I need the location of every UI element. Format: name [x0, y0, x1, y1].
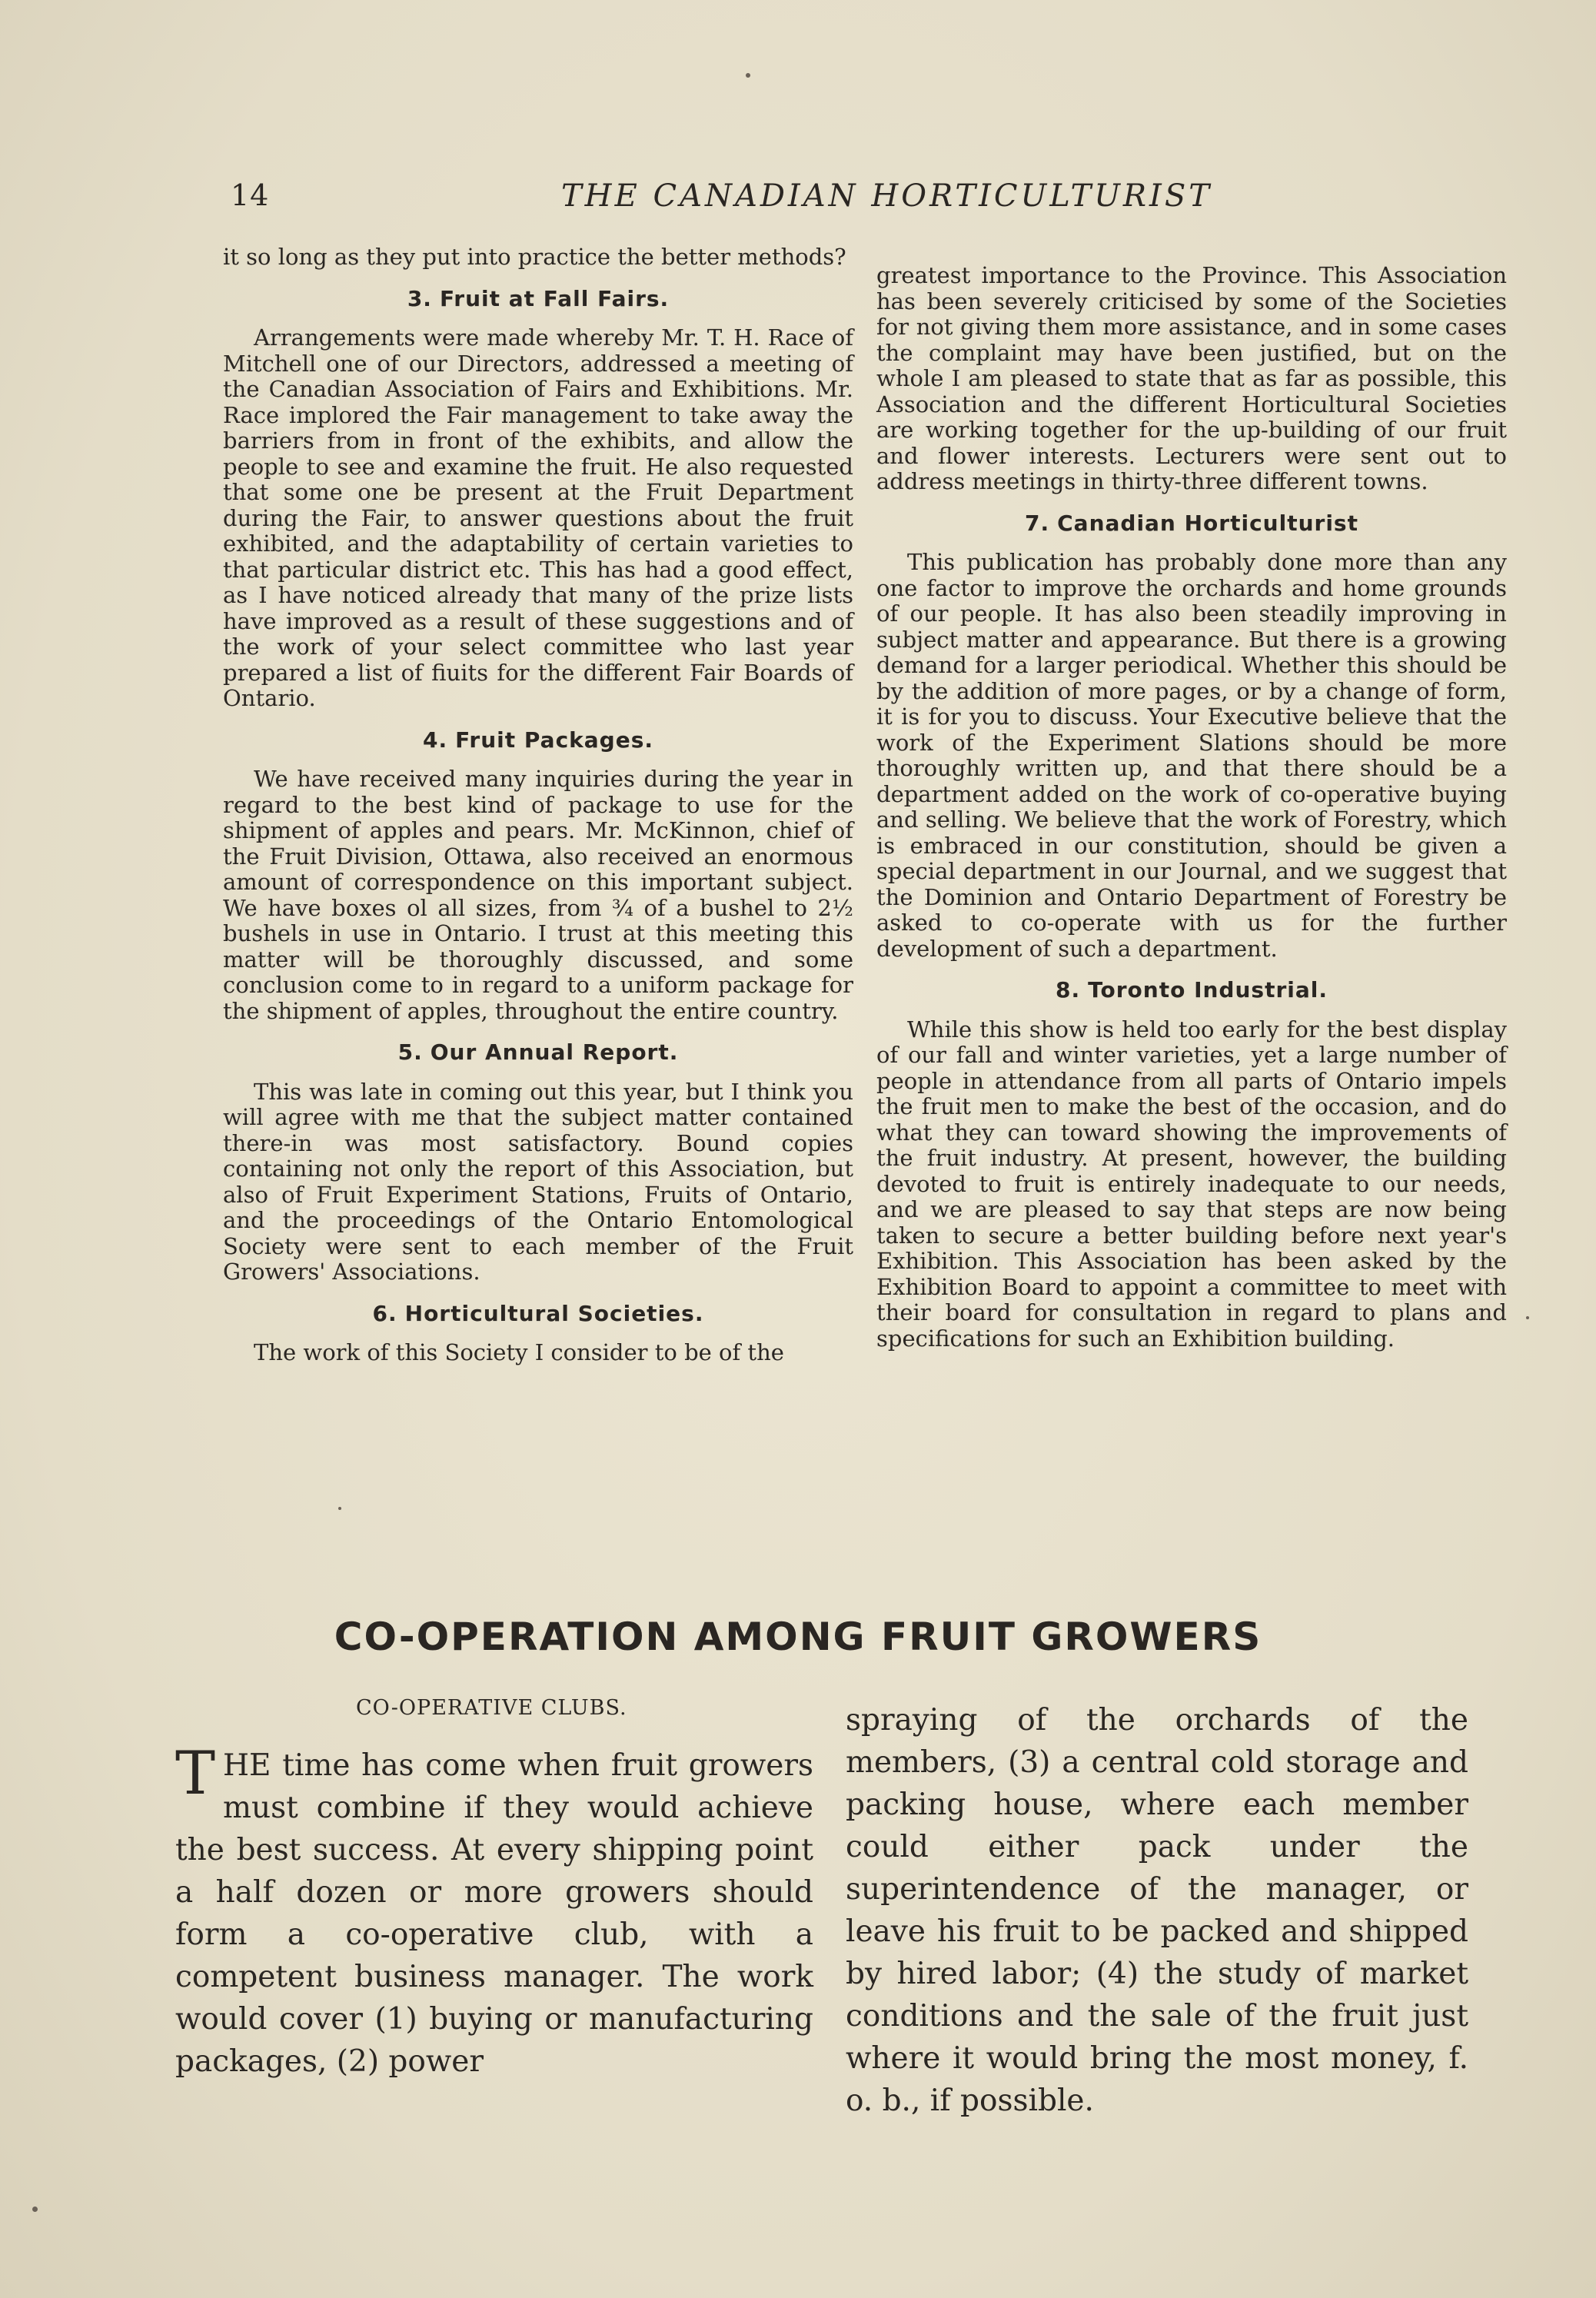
section-heading-horticultural-societies	[223, 1301, 853, 1327]
section-paragraph: Arrangements were made whereby Mr. T. H. Race of Mitchell one of our Directors, addressed a meeting of the Canadian Association of Fairs and Exhibitions. Mr. Race implored the Fair management to take away the barriers from in front of the exhibits, and allow the people to see and examine the fruit. He also requested that some one be present at the Fruit Department during the Fair, to answer questions about the fruit exhibited, and the adaptability of certain varieties to that particular district etc. This has had a good effect, as I have noticed already that many of the prize lists have improved as a result of these suggestions and of the work of your select committee who last year prepared a list of fiuits for the different Fair Boards of Ontario.	[223, 324, 853, 711]
right-intro-paragraph: greatest importance to the Province. This Association has been severely criticised by some of the Societies for not giving them more assistance, and in some cases the complaint may have been justified, but on the whole I am pleased to state that as far as possible, this Association and the different Horticultural Societies are working together for the up-building of our fruit and flower interests. Lecturers were sent out to address meetings in thirty-three different towns.	[876, 262, 1507, 494]
journal-title: THE CANADIAN HORTICULTURIST	[561, 178, 1212, 214]
article-right-text: spraying of the orchards of the members, (3) a central cold storage and packing house, where each member could either pack under the superintendence of the manager, or leave his fruit to be packed and shipped by hired labor; (4) the study of market conditions and the sale of the fruit just where it would bring the most money, f. o. b., if possible.	[846, 1703, 1468, 2118]
section-number: 8.	[1055, 977, 1081, 1003]
section-heading-canadian-horticulturist	[876, 510, 1507, 537]
section-title: Toronto Industrial.	[1088, 977, 1328, 1003]
paper-speck	[338, 1507, 341, 1510]
section-heading-fruit-at-fall-fairs	[223, 286, 853, 312]
section-number: 4.	[422, 727, 448, 753]
left-column	[223, 244, 853, 1366]
section-title: Canadian Horticulturist	[1057, 510, 1358, 536]
running-head	[231, 178, 1212, 224]
section-paragraph: This publication has probably done more than any one factor to improve the orchards and home grounds of our people. It has also been steadily improving in subject matter and appearance. But there is a growing demand for a larger periodical. Whether this should be by the addition of more pages, or by a change of form, it is for you to discuss. Your Executive believe that the work of the Experiment Slations should be more thoroughly written up, and that there should be a department added on the work of co-operative buying and selling. We believe that the work of Forestry, which is embraced in our constitution, should be given a special department in our Journal, and we suggest that the Dominion and Ontario Department of Forestry be asked to co-operate with us for the further development of such a department.	[876, 549, 1507, 962]
article-left-column	[175, 1695, 813, 2083]
section-title: Our Annual Report.	[430, 1039, 679, 1065]
section-heading-toronto-industrial	[876, 977, 1507, 1003]
section-number: 3.	[407, 285, 432, 311]
section-heading-fruit-packages	[223, 727, 853, 753]
section-title: Fruit at Fall Fairs.	[439, 285, 670, 311]
section-paragraph: While this show is held too early for the best display of our fall and winter varieties, yet a large number of people in attendance from all parts of Ontario impels the fruit men to make the best of the occasion, and do what they can toward showing the improvements of the fruit industry. At present, however, the building devoted to fruit is entirely inadequate to our needs, and we are pleased to say that steps are now being taken to secure a better building before next year's Exhibition. This Association has been asked by the Exhibition Board to appoint a committee to meet with their board for consultation in regard to plans and specifications for such an Exhibition building.	[876, 1016, 1507, 1352]
section-paragraph: This was late in coming out this year, but I think you will agree with me that the subject matter contained there-in was most satisfactory. Bound copies containing not only the report of this Association, but also of Fruit Experiment Stations, Fruits of Ontario, and the proceedings of the Ontario Entomological Society were sent to each member of the Fruit Growers' Associations.	[223, 1078, 853, 1285]
section-number: 6.	[372, 1300, 397, 1326]
article-subheading: CO-OPERATIVE CLUBS.	[356, 1696, 627, 1720]
section-heading-our-annual-report	[223, 1039, 853, 1066]
section-paragraph: We have received many inquiries during the year in regard to the best kind of package to use for the shipment of apples and pears. Mr. McKinnon, chief of the Fruit Division, Ottawa, also received an enormous amount of correspondence on this important subject. We have boxes ol all sizes, from ¾ of a bushel to 2½ bushels in use in Ontario. I trust at this meeting this matter will be thoroughly discussed, and some conclusion come to in regard to a uniform package for the shipment of apples, throughout the entire country.	[223, 766, 853, 1024]
right-column	[876, 263, 1507, 1352]
left-intro-paragraph: it so long as they put into practice the better methods?	[223, 244, 846, 270]
section-title: Fruit Packages.	[455, 727, 654, 753]
drop-cap: T	[175, 1739, 216, 1808]
paper-speck	[746, 73, 750, 78]
article-right-column	[846, 1699, 1468, 2122]
paper-speck	[1526, 1316, 1529, 1319]
paper-speck	[32, 2207, 38, 2212]
section-title: Horticultural Societies.	[404, 1300, 704, 1326]
section-number: 7.	[1025, 510, 1050, 536]
page-number: 14	[231, 178, 270, 212]
section-paragraph: The work of this Society I consider to be of the	[254, 1339, 784, 1365]
article-title: CO-OPERATION AMONG FRUIT GROWERS	[334, 1615, 1262, 1659]
article-left-text: HE time has come when fruit growers must combine if they would achieve the best success. At every shipping point a half dozen or more growers should form a co-operative club, with a competent business manager. The work would cover (1) buying or manufacturing packages, (2) power	[175, 1748, 813, 2079]
article-paragraph	[175, 1739, 813, 2083]
section-number: 5.	[397, 1039, 423, 1065]
